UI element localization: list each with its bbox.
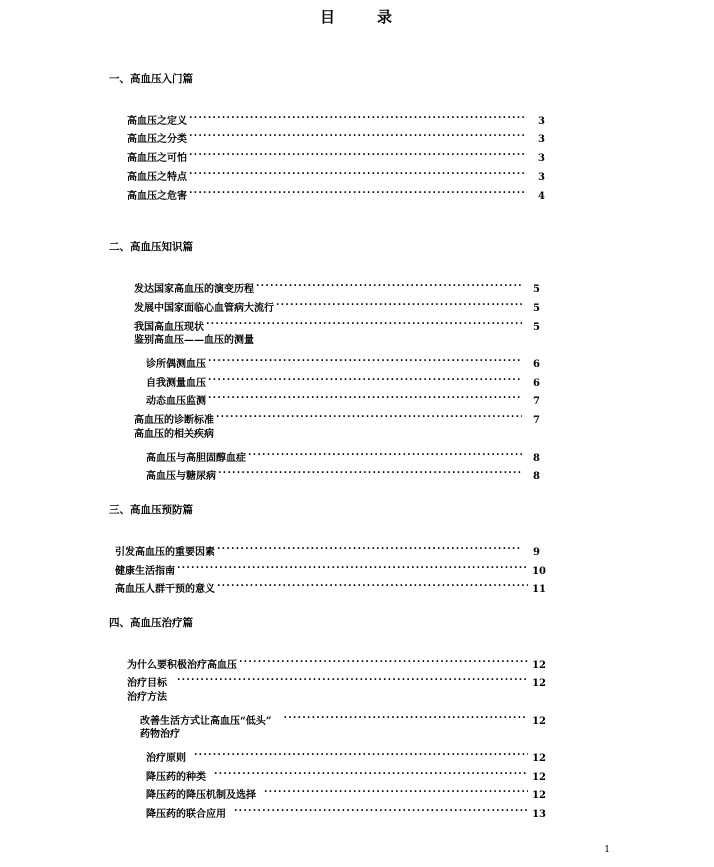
leader-dots xyxy=(189,185,527,199)
toc-entry-page: 5 xyxy=(533,322,540,333)
leader-dots xyxy=(194,747,528,761)
leader-dots xyxy=(189,110,527,124)
leader-dots xyxy=(189,128,527,142)
toc-entry-label: 治疗方法 xyxy=(127,692,167,703)
toc-entry[interactable] xyxy=(134,316,540,333)
toc-entry-label: 降压药的联合应用 xyxy=(146,809,226,820)
toc-entry[interactable] xyxy=(127,128,545,145)
toc-entry-label: 治疗目标 xyxy=(127,678,167,689)
toc-entry-label: 高血压与糖尿病 xyxy=(146,471,216,482)
leader-dots xyxy=(189,166,527,180)
leader-dots xyxy=(177,560,528,574)
toc-entry-page: 13 xyxy=(532,809,546,820)
leader-dots xyxy=(239,654,528,668)
toc-entry-label: 高血压之危害 xyxy=(127,191,187,202)
toc-entry-page: 5 xyxy=(533,303,540,314)
toc-entry[interactable] xyxy=(146,803,546,820)
toc-entry[interactable] xyxy=(127,654,546,671)
toc-entry[interactable] xyxy=(134,409,540,426)
toc-entry-page: 4 xyxy=(538,191,545,202)
toc-entry-label: 高血压之可怕 xyxy=(127,153,187,164)
toc-entry[interactable] xyxy=(134,334,540,348)
toc-entry-page: 3 xyxy=(538,172,545,183)
toc-entry[interactable] xyxy=(115,560,546,577)
leader-dots xyxy=(217,578,528,592)
toc-entry-page: 7 xyxy=(533,415,540,426)
leader-dots xyxy=(284,710,528,724)
toc-entry[interactable] xyxy=(146,353,540,370)
toc-entry-label: 改善生活方式让高血压“低头” xyxy=(140,716,272,727)
toc-entry-label: 我国高血压现状 xyxy=(134,322,204,333)
leader-dots xyxy=(276,297,522,311)
toc-entry-label: 降压药的种类 xyxy=(146,772,206,783)
toc-entry[interactable] xyxy=(146,372,540,389)
toc-entry-page: 8 xyxy=(533,471,540,482)
toc-entry-label: 高血压人群干预的意义 xyxy=(115,584,215,595)
toc-entry-page: 8 xyxy=(533,453,540,464)
toc-entry[interactable] xyxy=(140,710,546,727)
page-number: 1 xyxy=(604,845,610,855)
toc-entry[interactable] xyxy=(146,465,540,482)
toc-entry-label: 动态血压监测 xyxy=(146,396,206,407)
section-heading: 一、高血压入门篇 xyxy=(109,73,193,85)
toc-entry-label: 引发高血压的重要因素 xyxy=(115,547,215,558)
toc-entry[interactable] xyxy=(140,728,546,742)
toc-entry[interactable] xyxy=(115,541,540,558)
toc-entry[interactable] xyxy=(127,691,546,705)
toc-entry-page: 9 xyxy=(533,547,540,558)
toc-entry[interactable] xyxy=(127,672,546,689)
leader-dots xyxy=(256,278,522,292)
toc-entry-page: 12 xyxy=(532,678,546,689)
toc-entry[interactable] xyxy=(127,166,545,183)
toc-entry-label: 高血压的相关疾病 xyxy=(134,429,214,440)
leader-dots xyxy=(216,409,522,423)
toc-entry[interactable] xyxy=(146,747,546,764)
toc-entry-label: 发展中国家面临心血管病大流行 xyxy=(134,303,274,314)
leader-dots xyxy=(214,766,528,780)
toc-entry[interactable] xyxy=(146,447,540,464)
toc-title xyxy=(0,6,714,27)
toc-entry-page: 5 xyxy=(533,284,540,295)
toc-entry-label: 高血压之分类 xyxy=(127,134,187,145)
toc-entry-page: 3 xyxy=(538,134,545,145)
leader-dots xyxy=(189,147,527,161)
leader-dots xyxy=(208,372,522,386)
toc-entry-label: 高血压之特点 xyxy=(127,172,187,183)
leader-dots xyxy=(177,672,528,686)
toc-entry[interactable] xyxy=(127,185,545,202)
toc-entry-page: 11 xyxy=(532,584,546,595)
leader-dots xyxy=(264,784,528,798)
toc-entry[interactable] xyxy=(134,297,540,314)
toc-entry[interactable] xyxy=(127,110,545,127)
toc-entry[interactable] xyxy=(146,766,546,783)
leader-dots xyxy=(208,353,522,367)
toc-entry-label: 药物治疗 xyxy=(140,729,180,740)
toc-entry-page: 12 xyxy=(532,716,546,727)
toc-entry-label: 为什么要积极治疗高血压 xyxy=(127,660,237,671)
toc-entry-label: 鉴别高血压——血压的测量 xyxy=(134,335,254,346)
toc-entry[interactable] xyxy=(146,390,540,407)
section-heading: 二、高血压知识篇 xyxy=(109,241,193,253)
toc-entry[interactable] xyxy=(134,428,540,442)
toc-title-left: 目 xyxy=(319,8,337,26)
toc-entry-label: 健康生活指南 xyxy=(115,566,175,577)
toc-entry-page: 12 xyxy=(532,790,546,801)
leader-dots xyxy=(206,316,522,330)
toc-entry-page: 6 xyxy=(533,378,540,389)
toc-entry-label: 诊所偶测血压 xyxy=(146,359,206,370)
toc-entry-label: 高血压的诊断标准 xyxy=(134,415,214,426)
toc-entry-label: 自我测量血压 xyxy=(146,378,206,389)
toc-entry-page: 6 xyxy=(533,359,540,370)
leader-dots xyxy=(218,465,522,479)
toc-entry-page: 7 xyxy=(533,396,540,407)
toc-entry-page: 12 xyxy=(532,772,546,783)
toc-entry-page: 10 xyxy=(532,566,546,577)
leader-dots xyxy=(248,447,522,461)
toc-entry-page: 3 xyxy=(538,116,545,127)
leader-dots xyxy=(234,803,528,817)
leader-dots xyxy=(208,390,522,404)
leader-dots xyxy=(217,541,522,555)
toc-entry-page: 3 xyxy=(538,153,545,164)
toc-entry[interactable] xyxy=(146,784,546,801)
toc-entry[interactable] xyxy=(127,147,545,164)
section-heading: 四、高血压治疗篇 xyxy=(109,617,193,629)
toc-entry-label: 降压药的降压机制及选择 xyxy=(146,790,256,801)
toc-entry-label: 高血压与高胆固醇血症 xyxy=(146,453,246,464)
toc-entry[interactable] xyxy=(115,578,546,595)
toc-title-right: 录 xyxy=(377,8,395,26)
toc-entry[interactable] xyxy=(134,278,540,295)
toc-entry-label: 高血压之定义 xyxy=(127,116,187,127)
toc-entry-label: 治疗原则 xyxy=(146,753,186,764)
toc-entry-page: 12 xyxy=(532,753,546,764)
section-heading: 三、高血压预防篇 xyxy=(109,504,193,516)
toc-entry-label: 发达国家高血压的演变历程 xyxy=(134,284,254,295)
toc-entry-page: 12 xyxy=(532,660,546,671)
